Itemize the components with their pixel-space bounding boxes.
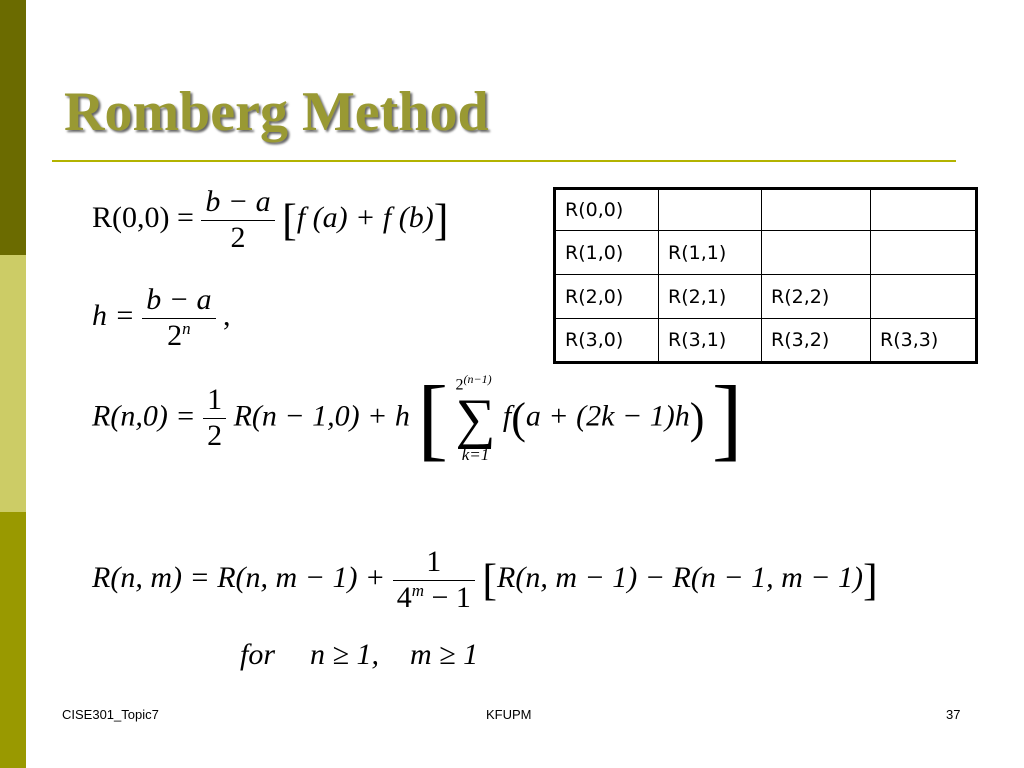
footer-institution: KFUPM	[486, 707, 532, 722]
table-cell: R(1,0)	[555, 231, 659, 275]
eq1-close-bracket: ]	[433, 195, 449, 245]
eq3-summand-arg: a + (2k − 1)h	[525, 399, 690, 433]
left-bar-dark	[0, 0, 26, 255]
table-cell	[871, 189, 977, 231]
eq1-bracket-content: f (a) + f (b)	[296, 200, 434, 234]
eq3-middle: R(n − 1,0) + h	[233, 399, 410, 433]
table-cell: R(3,3)	[871, 319, 977, 363]
eq2-den-exp: n	[182, 318, 191, 338]
table-row	[555, 189, 977, 231]
table-cell: R(3,2)	[762, 319, 871, 363]
eq3-sum-upper-base: 2	[455, 376, 464, 394]
table-cell: R(3,0)	[555, 319, 659, 363]
eq5-cond2: m ≥ 1	[409, 638, 479, 671]
eq5-cond1: n ≥ 1,	[310, 638, 379, 671]
left-bar-mid	[0, 512, 26, 768]
eq3-summand-f: f	[502, 399, 512, 433]
eq4-den-tail: − 1	[423, 580, 471, 614]
table-cell: R(1,1)	[659, 231, 762, 275]
table-cell: R(2,0)	[555, 275, 659, 319]
eq4-den-exp: m	[411, 580, 424, 600]
eq1-fraction	[201, 185, 274, 255]
eq4-denominator	[393, 581, 475, 616]
eq5-for: for	[240, 638, 276, 671]
eq3-denominator: 2	[207, 418, 223, 452]
eq3-lhs: R(n,0) =	[92, 399, 196, 433]
eq2-fraction	[142, 283, 215, 353]
footer-course: CISE301_Topic7	[62, 707, 159, 722]
eq4-close-bracket: ]	[862, 555, 878, 605]
eq2-numerator: b − a	[142, 283, 215, 319]
eq3-summation	[456, 372, 496, 465]
eq3-sum-lower: k=1	[461, 444, 490, 464]
eq4-lhs: R(n, m) = R(n, m − 1) +	[92, 560, 386, 594]
eq3-close-paren: )	[689, 393, 705, 443]
table-row	[555, 319, 977, 363]
eq1-denominator: 2	[230, 220, 246, 254]
table-cell: R(2,2)	[762, 275, 871, 319]
left-bar-light	[0, 255, 26, 512]
summation-symbol: ∑	[455, 388, 496, 451]
romberg-table	[553, 187, 978, 364]
eq1-numerator: b − a	[201, 185, 274, 221]
eq3-close-bracket: ]	[711, 367, 743, 470]
table-cell: R(0,0)	[555, 189, 659, 231]
title-underline	[52, 160, 956, 162]
eq4-numerator: 1	[393, 545, 475, 581]
table-cell: R(2,1)	[659, 275, 762, 319]
eq4-open-bracket: [	[482, 555, 498, 605]
eq4-den-base: 4	[396, 580, 412, 614]
eq2-den-base: 2	[167, 318, 183, 352]
table-cell	[762, 189, 871, 231]
eq3-numerator: 1	[203, 383, 226, 419]
equation-rnm	[92, 545, 878, 615]
slide-title: Romberg Method	[64, 81, 489, 143]
eq1-lhs: R(0,0) =	[92, 200, 194, 234]
eq2-lhs: h =	[92, 298, 135, 332]
table-cell	[659, 189, 762, 231]
equation-condition	[240, 638, 478, 672]
eq2-denominator	[142, 319, 215, 354]
table-row	[555, 275, 977, 319]
footer-page-number: 37	[946, 707, 961, 722]
eq3-open-bracket: [	[417, 367, 448, 470]
equation-r00	[92, 185, 448, 255]
table-cell	[871, 275, 977, 319]
table-cell	[762, 231, 871, 275]
eq1-open-bracket: [	[282, 195, 297, 245]
table-cell: R(3,1)	[659, 319, 762, 363]
eq2-tail: ,	[223, 298, 231, 332]
eq4-bracket-content: R(n, m − 1) − R(n − 1, m − 1)	[497, 560, 863, 594]
eq3-open-paren: (	[511, 393, 526, 443]
table-row	[555, 231, 977, 275]
eq3-sum-upper-exp: (n−1)	[463, 372, 492, 386]
table-cell	[871, 231, 977, 275]
eq3-fraction	[203, 383, 226, 453]
equation-h	[92, 283, 231, 353]
equation-rn0	[92, 367, 743, 470]
eq4-fraction	[393, 545, 475, 615]
